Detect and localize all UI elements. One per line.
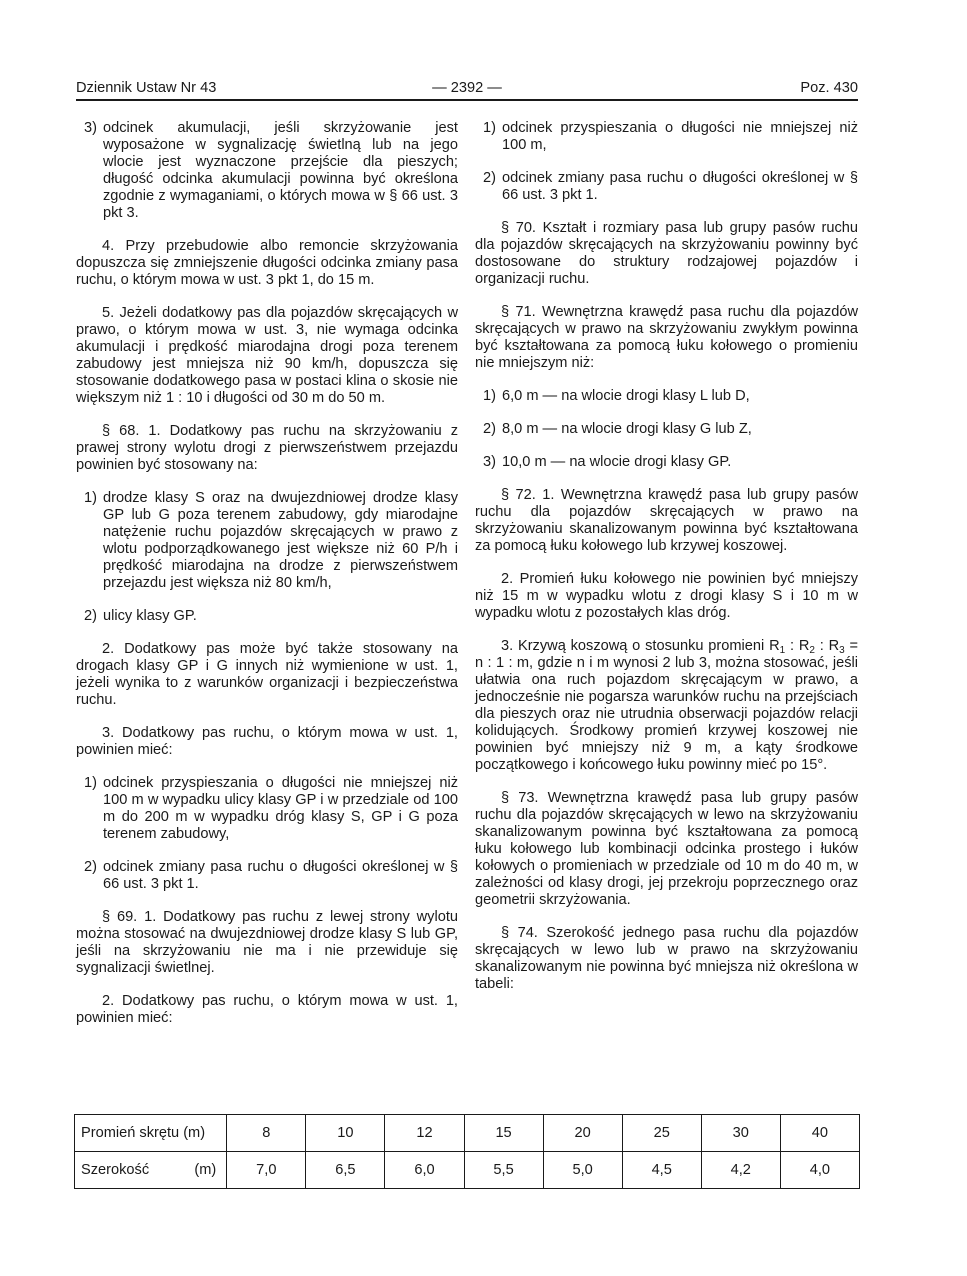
- paragraph: 5. Jeżeli dodatkowy pas dla pojazdów skręcających w prawo, o którym mowa w ust. 3, nie wymaga odcinka akumulacji i prędkość miarodajna drogi poza terenem zabudowy jest mniejsza niż 90 km/h, dopuszcza się stosowanie dodatkowego pasa w postaci klina o skosie nie większym niż 1 : 10 i długości od 30 m do 50 m.: [76, 305, 458, 406]
- table-cell: 4,2: [701, 1152, 780, 1189]
- item-number: 3): [84, 120, 97, 136]
- item-text: odcinek zmiany pasa ruchu o długości określonej w § 66 ust. 3 pkt 1.: [103, 859, 458, 892]
- table-cell: 5,0: [543, 1152, 622, 1189]
- list-item: [475, 454, 858, 471]
- table-cell: 25: [622, 1115, 701, 1152]
- journal-title: Dziennik Ustaw Nr 43: [76, 80, 217, 96]
- list-item: [475, 421, 858, 438]
- text-run: : R: [814, 638, 840, 654]
- section-72: § 72. 1. Wewnętrzna krawędź pasa lub grupy pasów ruchu dla pojazdów skręcających w prawo na skrzyżowaniu skanalizowanym powinna być kształtowana za pomocą łuku kołowego lub krzywej koszowej.: [475, 487, 858, 554]
- item-text: ulicy klasy GP.: [103, 608, 197, 624]
- item-text: 8,0 m — na wlocie drogi klasy G lub Z,: [502, 421, 752, 437]
- section-71: § 71. Wewnętrzna krawędź pasa ruchu dla pojazdów skręcających w prawo na skrzyżowaniu zwykłym powinna być kształtowana za pomocą łuku kołowego o promieniu nie mniejszym niż:: [475, 304, 858, 371]
- list-item: [475, 120, 858, 154]
- label-unit: (m): [194, 1161, 217, 1178]
- table-cell: 15: [464, 1115, 543, 1152]
- label-text: Szerokość: [81, 1161, 150, 1178]
- subscript: 1: [779, 645, 786, 656]
- table-cell: 4,5: [622, 1152, 701, 1189]
- paragraph: 2. Promień łuku kołowego nie powinien być mniejszy niż 15 m w wypadku wlotu z drogi klasy S i 10 m w wypadku wlotu z pozostałych klas dróg.: [475, 571, 858, 621]
- list-item: [76, 859, 458, 893]
- page-number: — 2392 —: [432, 80, 502, 96]
- item-number: 2): [84, 859, 97, 875]
- item-text: 6,0 m — na wlocie drogi klasy L lub D,: [502, 388, 750, 404]
- table-cell: 40: [780, 1115, 859, 1152]
- page-header: [76, 80, 858, 98]
- position-number: Poz. 430: [800, 80, 858, 96]
- text-run: = n : 1 : m, gdzie n i m wynosi 2 lub 3, można stosować, jeśli ułatwia ona ruch pojazdom skręcającym w prawo, a jednocześnie nie pogarsza warunków ruchu na przejściach dla pieszych oraz nie utrudnia obserwacji pojazdów relacji kolidujących. Środkowy promień krzywej koszowej nie powinien być mniejszy niż 9 m, a kąty środkowe początkowego i końcowego łuku powinny mieć po 15°.: [475, 638, 859, 773]
- left-column: [76, 120, 458, 1043]
- text-run: 3. Krzywą koszową o stosunku promieni R: [501, 638, 780, 654]
- table-cell: 5,5: [464, 1152, 543, 1189]
- table-cell: 12: [385, 1115, 464, 1152]
- list-item: [76, 490, 458, 592]
- item-number: 2): [483, 421, 496, 437]
- item-text: odcinek akumulacji, jeśli skrzyżowanie jest wyposażone w sygnalizację świetlną lub na jego wlocie jest wyznaczone przejście dla pieszych; długość odcinka akumulacji powinna być określona zgodnie z wymaganiami, o których mowa w § 66 ust. 3 pkt 3.: [103, 120, 458, 221]
- item-number: 3): [483, 454, 496, 470]
- right-column: [475, 120, 858, 1009]
- paragraph: 2. Dodatkowy pas może być także stosowany na drogach klasy GP i G innych niż wymienione w ust. 1, jeżeli wynika to z warunków organizacji i bezpieczeństwa ruchu.: [76, 641, 458, 708]
- item-text: odcinek przyspieszania o długości nie mniejszej niż 100 m w wypadku ulicy klasy GP i w przedziale od 100 m do 200 m w wypadku dróg klasy S, GP i G poza terenem zabudowy,: [103, 775, 458, 842]
- header-rule: [76, 99, 858, 101]
- item-text: 10,0 m — na wlocie drogi klasy GP.: [502, 454, 732, 470]
- subscript: 2: [809, 645, 815, 656]
- list-item: [76, 775, 458, 843]
- table-cell: 30: [701, 1115, 780, 1152]
- table-cell: 7,0: [227, 1152, 306, 1189]
- list-item: [475, 388, 858, 405]
- paragraph: 2. Dodatkowy pas ruchu, o którym mowa w ust. 1, powinien mieć:: [76, 993, 458, 1026]
- row-label-radius: Promień skrętu (m): [75, 1115, 227, 1152]
- list-item: [475, 170, 858, 204]
- item-text: odcinek zmiany pasa ruchu o długości określonej w § 66 ust. 3 pkt 1.: [502, 170, 858, 203]
- item-number: 2): [483, 170, 496, 186]
- paragraph: 3. Dodatkowy pas ruchu, o którym mowa w ust. 1, powinien mieć:: [76, 725, 458, 758]
- table-row: [75, 1115, 860, 1152]
- paragraph: 4. Przy przebudowie albo remoncie skrzyżowania dopuszcza się zmniejszenie długości odcinka zmiany pasa ruchu, o którym mowa w ust. 3 pkt 1, do 15 m.: [76, 238, 458, 288]
- table-cell: 4,0: [780, 1152, 859, 1189]
- item-text: odcinek przyspieszania o długości nie mniejszej niż 100 m,: [502, 120, 858, 153]
- section-70: § 70. Kształt i rozmiary pasa lub grupy pasów ruchu dla pojazdów skręcających na skrzyżowaniu powinny być dostosowane do struktury rodzajowej pojazdów i organizacji ruchu.: [475, 220, 858, 287]
- table-cell: 6,0: [385, 1152, 464, 1189]
- table-cell: 6,5: [306, 1152, 385, 1189]
- item-number: 1): [483, 388, 496, 404]
- item-text: drodze klasy S oraz na dwujezdniowej drodze klasy GP lub G poza terenem zabudowy, gdy miarodajne natężenie ruchu pojazdów skręcających w prawo z wlotu podporządkowanego jest większe niż 60 P/h i prędkość miarodajna na drodze z pierwszeństwem przejazdu jest większa niż 80 km/h,: [103, 490, 458, 591]
- subscript: 3: [839, 645, 845, 656]
- section-74: § 74. Szerokość jednego pasa ruchu dla pojazdów skręcających w lewo lub w prawo na skrzyżowaniu skanalizowanym nie powinna być mniejsza niż określona w tabeli:: [475, 925, 858, 992]
- section-68: § 68. 1. Dodatkowy pas ruchu na skrzyżowaniu z prawej strony wylotu drogi z pierwszeństwem przejazdu powinien być stosowany na:: [76, 423, 458, 473]
- list-item: [76, 120, 458, 222]
- table-row: [75, 1152, 860, 1189]
- table-cell: 20: [543, 1115, 622, 1152]
- section-69: § 69. 1. Dodatkowy pas ruchu z lewej strony wylotu można stosować na dwujezdniowej drodze klasy S lub GP, jeśli na skrzyżowaniu nie ma i nie przewiduje się sygnalizacji świetlnej.: [76, 909, 458, 976]
- paragraph-curve-ratio: [475, 638, 858, 774]
- item-number: 1): [84, 775, 97, 791]
- text-run: : R: [785, 638, 810, 654]
- item-number: 2): [84, 608, 97, 624]
- item-number: 1): [483, 120, 496, 136]
- row-label-width: [75, 1152, 227, 1189]
- item-number: 1): [84, 490, 97, 506]
- table-cell: 8: [227, 1115, 306, 1152]
- list-item: [76, 608, 458, 625]
- lane-width-table: [74, 1114, 860, 1189]
- section-73: § 73. Wewnętrzna krawędź pasa lub grupy pasów ruchu dla pojazdów skręcających w lewo na skrzyżowaniu skanalizowanym powinna być kształtowana za pomocą łuku kołowego lub kombinacji odcinka prostego i łuków kołowych o promieniach w przedziale od 10 m do 40 m, w zależności od klasy drogi, jej przekroju poprzecznego oraz geometrii skrzyżowania.: [475, 790, 858, 908]
- table-cell: 10: [306, 1115, 385, 1152]
